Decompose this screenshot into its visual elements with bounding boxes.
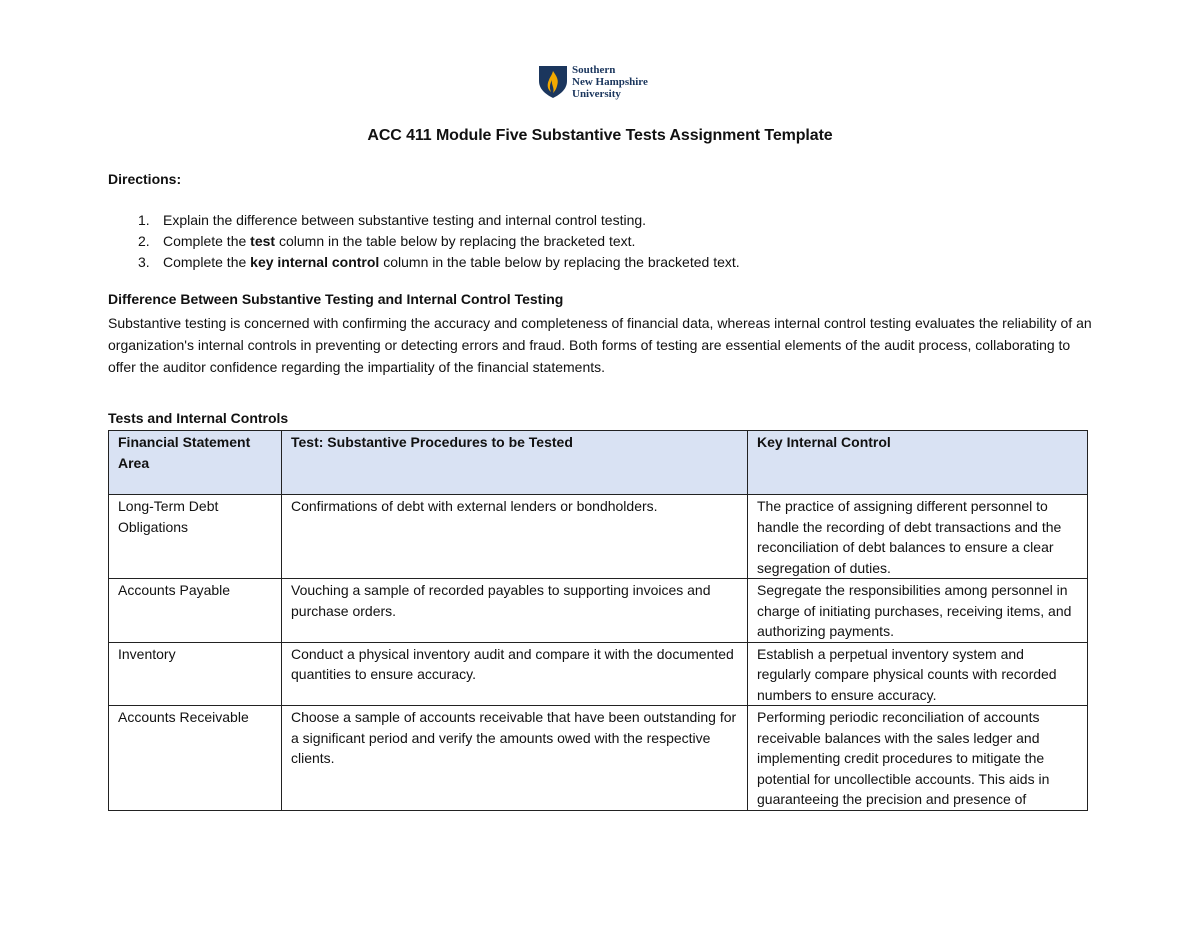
test-cell: Choose a sample of accounts receivable that have been outstanding for a significant period and verify the amounts owed with the respective clients. xyxy=(282,706,748,811)
test-cell: Vouching a sample of recorded payables to supporting invoices and purchase orders. xyxy=(282,579,748,643)
direction-step xyxy=(108,252,740,273)
step-text-tail: column in the table below by replacing the bracketed text. xyxy=(379,254,740,270)
step-text-tail: column in the table below by replacing the bracketed text. xyxy=(275,233,636,249)
step-bold-text: key internal control xyxy=(250,254,380,270)
area-cell: Accounts Receivable xyxy=(109,706,282,811)
direction-step xyxy=(108,231,740,252)
area-cell: Long-Term Debt Obligations xyxy=(109,495,282,579)
header-financial-statement-area: Financial Statement Area xyxy=(109,431,282,495)
tests-heading: Tests and Internal Controls xyxy=(108,410,289,426)
table-row xyxy=(109,495,1088,579)
directions-label: Directions: xyxy=(108,171,182,187)
step-bold-text: test xyxy=(250,233,276,249)
control-cell: The practice of assigning different personnel to handle the recording of debt transactions and the reconciliation of debt balances to ensure a clear segregation of duties. xyxy=(748,495,1088,579)
step-text: Complete the xyxy=(163,233,251,249)
directions-list xyxy=(108,210,740,273)
step-text: Complete the xyxy=(163,254,251,270)
direction-step xyxy=(108,210,740,231)
step-number: 1. xyxy=(138,212,150,228)
step-text: Explain the difference between substantive testing and internal control testing. xyxy=(163,212,647,228)
logo-line-3: University xyxy=(572,88,621,100)
control-cell: Segregate the responsibilities among personnel in charge of initiating purchases, receiving items, and authorizing payments. xyxy=(748,579,1088,643)
test-cell: Conduct a physical inventory audit and compare it with the documented quantities to ensure accuracy. xyxy=(282,642,748,706)
area-cell: Accounts Payable xyxy=(109,579,282,643)
snhu-logo xyxy=(538,64,648,100)
table-row xyxy=(109,579,1088,643)
table-row xyxy=(109,706,1088,811)
logo-line-1: Southern xyxy=(572,64,616,76)
step-number: 3. xyxy=(138,254,150,270)
step-number: 2. xyxy=(138,233,150,249)
control-cell: Establish a perpetual inventory system and regularly compare physical counts with recorded numbers to ensure accuracy. xyxy=(748,642,1088,706)
area-cell: Inventory xyxy=(109,642,282,706)
header-key-internal-control: Key Internal Control xyxy=(748,431,1088,495)
tests-controls-table xyxy=(108,430,1088,811)
table-header-row xyxy=(109,431,1088,495)
shield-flame-icon xyxy=(538,65,568,99)
control-cell: Performing periodic reconciliation of accounts receivable balances with the sales ledger and implementing credit procedures to mitigate the potential for uncollectible accounts. This aids in guaranteeing the precision and presence of xyxy=(748,706,1088,811)
document-title: ACC 411 Module Five Substantive Tests Assignment Template xyxy=(367,127,833,144)
table-row xyxy=(109,642,1088,706)
header-test: Test: Substantive Procedures to be Tested xyxy=(282,431,748,495)
difference-heading: Difference Between Substantive Testing and Internal Control Testing xyxy=(108,291,564,307)
difference-body: Substantive testing is concerned with confirming the accuracy and completeness of financial data, whereas internal control testing evaluates the reliability of an organization's internal controls in preventing or detecting errors and fraud. Both forms of testing are essential elements of the audit process, collaborating to offer the auditor confidence regarding the impartiality of the financial statements. xyxy=(108,315,1092,375)
test-cell: Confirmations of debt with external lenders or bondholders. xyxy=(282,495,748,579)
logo-line-2: New Hampshire xyxy=(572,76,648,88)
